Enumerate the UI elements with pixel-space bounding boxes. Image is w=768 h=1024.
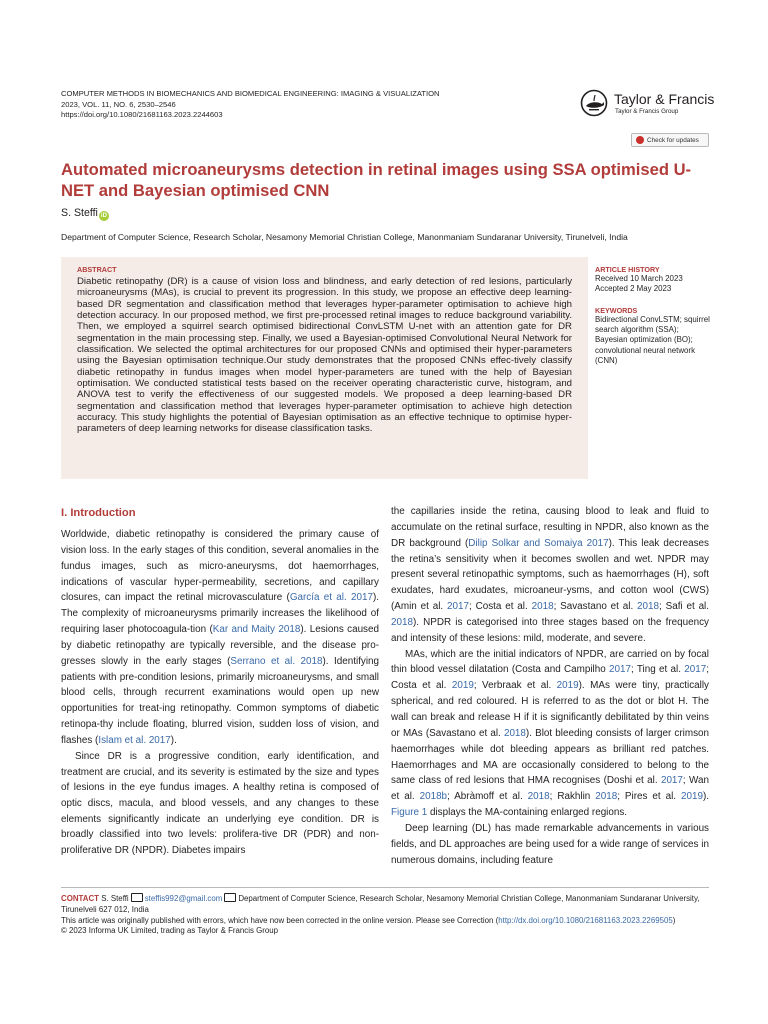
- citation-link[interactable]: 2017: [660, 775, 683, 787]
- citation-link[interactable]: 2019: [680, 791, 703, 803]
- text-run: ; Verbraak et al.: [473, 680, 557, 692]
- received-date: Received 10 March 2023: [595, 274, 683, 283]
- journal-header: [61, 89, 439, 121]
- journal-name: COMPUTER METHODS IN BIOMECHANICS AND BIOMEDICAL ENGINEERING: IMAGING & VISUALIZATION: [61, 89, 440, 98]
- lamp-icon: [580, 89, 610, 117]
- text-run: ). Lesions caused by diabetic retinopathy are typically reversible, and the disease pro-gresses slowly in the early stages (: [61, 624, 379, 667]
- contact-address: Department of Computer Science, Research Scholar, Nesamony Memorial Christian College, Manonmaniam Sundaranar University, Tirunelveli 627 012, India: [61, 894, 700, 914]
- text-run: Worldwide, diabetic retinopathy is considered the primary cause of vision loss. In the early stages of this condition, several anomalies in the fundus images, such as micro-aneurysms, dot haemorrhages, indications of vascular hyper-permeability, secretions, and capillary closures, can impact the retinal microvasculature (: [61, 529, 379, 604]
- keywords-text: Bidirectional ConvLSTM; squirrel search algorithm (SSA); Bayesian optimization (BO); convolutional neural network (CNN): [595, 315, 710, 365]
- citation-link[interactable]: Islam et al. 2017: [98, 734, 171, 746]
- contact-name: S. Steffi: [101, 894, 129, 903]
- abstract-heading: ABSTRACT: [77, 265, 117, 274]
- footer-divider: [61, 887, 709, 888]
- accepted-date: Accepted 2 May 2023: [595, 284, 672, 294]
- affiliation: Department of Computer Science, Research Scholar, Nesamony Memorial Christian College, Manonmaniam Sundaranar University, Tirunelveli, India: [61, 232, 628, 242]
- text-run: ; Rakhlin: [549, 791, 596, 803]
- citation-link[interactable]: 2019: [556, 680, 579, 692]
- text-run: ; Costa et al.: [391, 664, 709, 692]
- citation-link[interactable]: Dilip Solkar and Somaiya 2017: [468, 537, 609, 549]
- citation-link[interactable]: Kar and Maity 2018: [212, 624, 301, 636]
- citation-link[interactable]: 2017: [684, 664, 707, 676]
- text-run: ). Blot bleeding consists of larger crimson haemorrhages while dot bleeding appears as brilliant red patches. Haemorrhages and MA are occasionally considered to belong to the same class of red lesions that HMA recognises (Doshi et al.: [391, 727, 709, 787]
- citation-link[interactable]: 2018b: [419, 791, 448, 803]
- citation-link[interactable]: 2018: [503, 727, 526, 739]
- email-link[interactable]: steffis992@gmail.com: [144, 894, 223, 903]
- text-run: ; Ting et al.: [630, 664, 685, 676]
- paragraph: [61, 527, 379, 749]
- text-run: This article was originally published with errors, which have now been corrected in the online version. Please see Correction (: [61, 915, 499, 925]
- text-run: ).: [702, 791, 709, 803]
- check-for-updates-button[interactable]: [631, 133, 709, 147]
- citation-link[interactable]: 2018: [637, 601, 660, 613]
- contact-label: CONTACT: [61, 894, 99, 903]
- publisher-name: Taylor & Francis: [614, 91, 715, 107]
- publisher-logo[interactable]: [580, 89, 715, 123]
- paragraph: Since DR is a progressive condition, early identification, and treatment are crucial, and its severity is estimated by the size and types of lesions in the eye fundus images. A healthy retina is composed of optic discs, macula, and blood vessels, and any changes to these elements significantly indicate an underlying eye condition. DR is broadly classified into two levels: prolifera-tive DR (PDR) and non-proliferative DR (NPDR). Diabetes impairs: [61, 750, 379, 857]
- address-icon: [224, 893, 236, 902]
- citation-link[interactable]: 2017: [447, 601, 469, 613]
- journal-volume: 2023, VOL. 11, NO. 6, 2530–2546: [61, 99, 176, 109]
- article-history: [595, 265, 713, 294]
- text-run: the capillaries inside the retina, causing blood to leak and fluid to accumulate on the retinal surface, resulting in NPDR, also known as the DR background (: [391, 506, 709, 549]
- check-for-updates-label: Check for updates: [647, 137, 699, 144]
- footer-notes: [61, 893, 709, 937]
- history-heading: ARTICLE HISTORY: [595, 265, 660, 274]
- citation-link[interactable]: 2018: [391, 616, 413, 628]
- citation-link[interactable]: 2019: [451, 680, 474, 692]
- email-icon: [131, 893, 143, 902]
- text-run: displays the MA-containing enlarged regions.: [427, 807, 628, 819]
- update-icon: [636, 136, 644, 144]
- contact-line: [61, 893, 709, 916]
- paragraph: [391, 647, 709, 821]
- citation-link[interactable]: 2018: [595, 791, 618, 803]
- text-run: ).: [170, 734, 177, 746]
- copyright: © 2023 Informa UK Limited, trading as Taylor & Francis Group: [61, 926, 279, 936]
- text-run: ): [672, 915, 676, 925]
- abstract-text: Diabetic retinopathy (DR) is a cause of vision loss and blindness, and early detection of red lesions, particularly microaneurysms (MAs), is crucial to prevent its progression. In this study, we propose an effective deep learning-based DR segmentation and classification method that leverages hyper-parameter optimisation to achieve high detection accuracy. In our proposed method, we first pre-processed retinal images to reduce background variability. Then, we employed a squirrel search optimised bidirectional ConvLSTM U-net with an attention gate for DR segmentation in the main processing step. Finally, we used a Bayesian-optimised Convolutional Neural Network for classification. We selected the optimal architectures for our proposed CNNs and optimised their hyper-parameters using the Bayesian optimisation technique.Our study demonstrates that the proposed CNNs effec-tively classify diabetic retinopathy in fundus images when model hyper-parameters are tuned with the help of Bayesian optimisation. We conducted statistical tests based on the receiver operating characteristic curve, histogram, and ANOVA test to verify the effectiveness of our suggested models. We proposed a deep learning-based DR segmentation and classification method that leverages hyper-parameter optimisation to achieve high detection accuracy. This study highlights the potential of Bayesian optimisation as an effective technique to optimise hyper-parameters of deep learning networks for disease classification tasks.: [77, 276, 572, 435]
- citation-link[interactable]: 2018: [531, 601, 554, 613]
- paragraph: Deep learning (DL) has made remarkable advancements in various fields, and DL approaches are being used for a wide range of services in numerous domains, including feature: [391, 822, 709, 866]
- orcid-icon[interactable]: iD: [100, 213, 107, 219]
- text-run: MAs, which are the initial indicators of NPDR, are carried on by focal thin blood vessel dilatation (Costa and Campilho: [391, 648, 709, 676]
- right-column: [391, 504, 709, 868]
- article-title: Automated microaneurysms detection in retinal images using SSA optimised U-NET and Bayesian optimised CNN: [61, 160, 692, 200]
- citation-link[interactable]: 2018: [527, 791, 550, 803]
- correction-note: [61, 916, 709, 927]
- text-run: ). Identifying patients with pre-condition lesions, primarily microaneurysms, and small blood cells, through recurrent examinations would open up new opportunities for treat-ing retinopathy. Common symptoms of diabetic retinopa-thy include floating, blurred vision, sudden loss of vision, and flashes (: [61, 655, 379, 746]
- author-line: [61, 207, 109, 221]
- text-run: ; Pires et al.: [617, 791, 681, 803]
- text-run: ; Costa et al.: [468, 601, 532, 613]
- text-run: ). MAs were tiny, practically spherical, and red coloured. H is referred to as the dot or blot H. The wall can break and release H if it is significantly debilitated by thin veins or MAs (Savastano et al.: [391, 680, 709, 739]
- text-run: ; Abràmoff et al.: [447, 791, 528, 803]
- figure-link[interactable]: Figure 1: [391, 807, 428, 819]
- citation-link[interactable]: 2017: [609, 664, 631, 676]
- keywords: [595, 306, 713, 366]
- text-run: ; Savastano et al.: [553, 601, 638, 613]
- text-run: ; Safi et al.: [659, 601, 709, 613]
- text-run: ). NPDR is categorised into three stages based on the frequency and intensity of these lesions: mild, moderate, and severe.: [391, 616, 709, 644]
- doi-link[interactable]: https://doi.org/10.1080/21681163.2023.2244603: [61, 110, 223, 120]
- text-run: ). The complexity of microaneurysms primarily increases the likelihood of requiring laser photocoagula-tion (: [61, 592, 379, 636]
- citation-link[interactable]: Serrano et al. 2018: [230, 655, 323, 667]
- text-run: ; Wan et al.: [391, 775, 709, 803]
- correction-link[interactable]: http://dx.doi.org/10.1080/21681163.2023.2269505: [498, 915, 673, 925]
- text-run: ). This leak decreases the retina’s sensitivity when it becomes swollen and wet. NPDR may present several retinopathic symptoms, such as haemorrhages (H), soft exudates, hard exudates, microaneur-ysms, and cotton wool (CWS) (Amin et al.: [391, 537, 709, 613]
- left-column: [61, 527, 379, 859]
- citation-link[interactable]: García et al. 2017: [289, 592, 373, 604]
- keywords-heading: KEYWORDS: [595, 306, 638, 315]
- publisher-group: Taylor & Francis Group: [615, 108, 679, 115]
- section-heading: I. Introduction: [61, 507, 136, 519]
- paragraph: [391, 504, 709, 647]
- author-name[interactable]: S. Steffi: [61, 207, 98, 219]
